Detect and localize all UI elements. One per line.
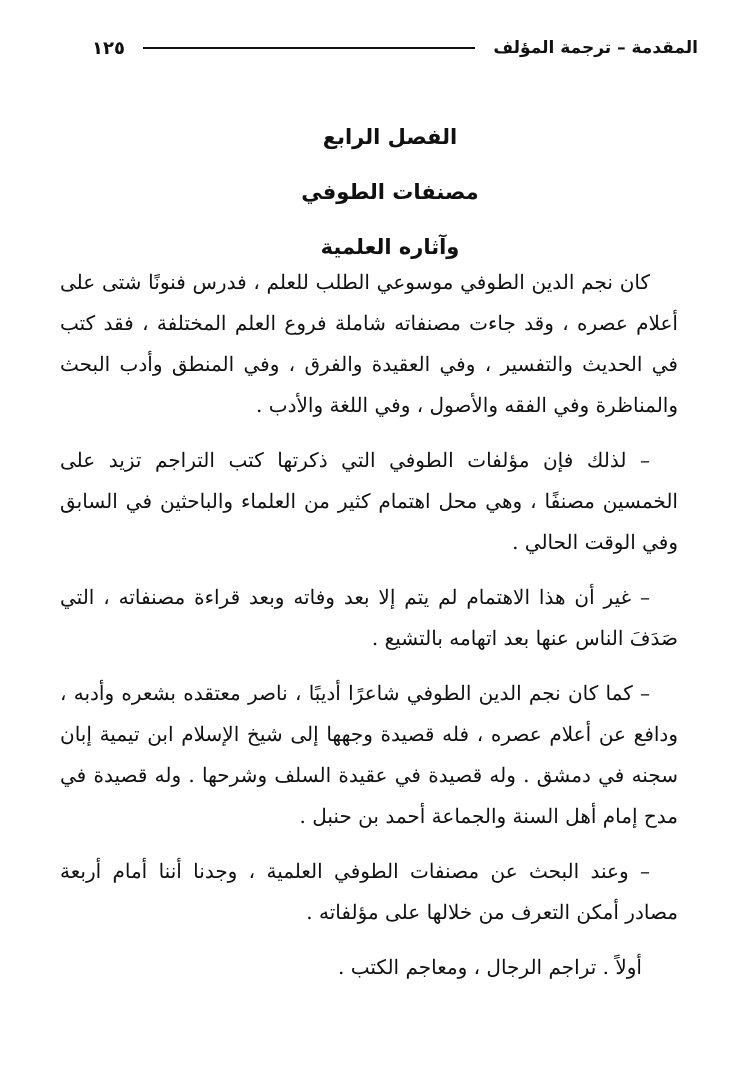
running-header	[92, 30, 698, 66]
chapter-title-heading: مصنفات الطوفي	[301, 180, 479, 204]
paragraph-poetry: – كما كان نجم الدين الطوفي شاعرًا أديبًا ، ناصر معتقده بشعره وأدبه ، ودافع عن أعلام عصره ، فله قصيدة وجهها إلى شيخ الإسلام ابن تيمية إبان سجنه في دمشق . وله قصيدة في عقيدة السلف وشرحها . وله قصيدة في مدح إمام أهل السنة والجماعة أحمد بن حنبل .	[60, 681, 678, 828]
chapter-number-heading: الفصل الرابع	[322, 125, 458, 149]
paragraph-works-count: – لذلك فإن مؤلفات الطوفي التي ذكرتها كتب التراجم تزيد على الخمسين مصنفًا ، وهي محل اهتمام كثير من العلماء والباحثين في السابق وفي الوقت الحالي .	[60, 448, 678, 554]
page-number: ١٢٥	[92, 37, 125, 59]
paragraph-interest: – غير أن هذا الاهتمام لم يتم إلا بعد وفاته وبعد قراءة مصنفاته ، التي صَدَفَ الناس عنها بعد اتهامه بالتشيع .	[60, 585, 678, 650]
paragraph-intro: كان نجم الدين الطوفي موسوعي الطلب للعلم ، فدرس فنونًا شتى على أعلام عصره ، وقد جاءت مصنفاته شاملة فروع العلم المختلفة ، فقد كتب في الحديث والتفسير ، وفي العقيدة والفرق ، وفي المنطق وأدب البحث والمناظرة وفي الفقه والأصول ، وفي اللغة والأدب .	[60, 270, 678, 417]
header-rule	[143, 47, 475, 49]
paragraph-sources: – وعند البحث عن مصنفات الطوفي العلمية ، وجدنا أننا أمام أربعة مصادر أمكن التعرف من خلالها على مؤلفاته .	[60, 859, 678, 924]
paragraph-first-source: أولاً . تراجم الرجال ، ومعاجم الكتب .	[338, 955, 642, 979]
chapter-headings	[100, 110, 680, 275]
chapter-subtitle-heading: وآثاره العلمية	[320, 235, 460, 259]
running-header-title: المقدمة – ترجمة المؤلف	[493, 38, 698, 58]
body-text	[60, 262, 678, 1002]
